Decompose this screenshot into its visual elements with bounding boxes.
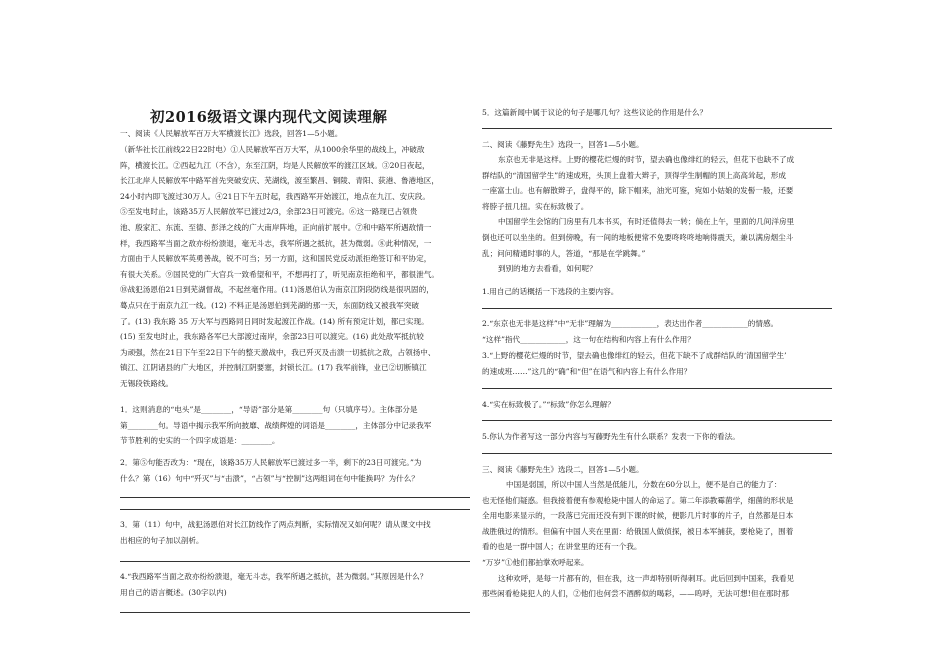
passage-line: 一座富士山。也有解散辫子，盘得平的，除下帽来，油光可鉴，宛如小姑娘的发髻一般，还要: [482, 186, 794, 196]
question-5: 5．这篇新闻中属于议论的句子是哪几句？这些议论的作用是什么？: [482, 108, 708, 117]
passage-line: 那些闲看枪毙犯人的人们，②他们也何尝不酒醉似的喝彩，——呜呼，无法可想!但在那时那: [482, 589, 789, 599]
passage-line: 无锡段铁路线。: [120, 378, 174, 388]
question-line: 什么？第（16）句中“歼灭”与“击溃”，“占领”与“控制”这两组词在句中能换吗？为什么？: [120, 473, 419, 483]
passage-line: 池、殷家汇、东流、至德、彭泽之线的广大南岸阵地，正向前扩展中。⑦和中路军所遇敌情一: [120, 222, 432, 232]
question-line: 第________句。导语中揭示我军所向披靡、战绩辉煌的词语是________，主体部分中记录我军: [120, 420, 432, 430]
answer-line[interactable]: [120, 561, 470, 562]
question-4: [120, 569, 427, 600]
passage-line: ⑤至发电时止，该路35万人民解放军已渡过2/3，余部23日可渡完。⑥这一路现已占领贵: [120, 207, 418, 217]
question-line: 4.“我西路军当面之敌亦纷纷溃退，毫无斗志，我军所遇之抵抗，甚为微弱。”其原因是什么？: [120, 572, 428, 581]
section1-heading: 一、阅读《人民解放军百万大军横渡长江》选段，回答1—5小题。: [120, 129, 343, 138]
s2-question-5: 5.你认为作者写这一部分内容与写藤野先生有什么联系？发表一下你的看法。: [482, 432, 740, 441]
s2-question-1: 1.用自己的话概括一下选段的主要内容。: [482, 287, 619, 296]
question-line: 3.“上野的樱花烂熳的时节，望去确也像绯红的轻云，但花下缺不了成群结队的‘清国留学生’: [482, 351, 787, 360]
passage-line: 样，我西路军当面之敌亦纷纷溃退，毫无斗志，我军所遇之抵抗，甚为微弱。⑧此种情况，一: [120, 238, 432, 248]
passage1-block: [120, 142, 439, 392]
s2-question-4: 4.“实在标致极了。”“标致”你怎么理解？: [482, 400, 615, 409]
answer-line[interactable]: [482, 453, 832, 454]
page-title: 初2016级语文课内现代文阅读理解: [150, 109, 388, 126]
passage-line: 群结队的“清国留学生”的速成班，头顶上盘着大辫子，顶得学生制帽的顶上高高耸起，形成: [482, 170, 786, 180]
answer-line[interactable]: [120, 497, 470, 498]
passage-line: “万岁”①他们都拍掌欢呼起来。: [482, 557, 589, 567]
section2-heading: 二、阅读《藤野先生》选段一，回答1—5小题。: [482, 140, 644, 149]
question-line: 2．第⑤句能否改为：“现在，该路35万人民解放军已渡过多一半，剩下的23日可渡完。”为: [120, 458, 422, 467]
question-line: 出相应的句子加以剖析。: [120, 535, 204, 545]
question-line: 1．这则消息的“电头”是________，“导语”部分是第________句（只填序号）。主体部分是: [120, 405, 418, 414]
question-line: 用自己的语言概述。(30字以内): [120, 587, 227, 597]
answer-line[interactable]: [482, 128, 832, 129]
passage-line: 到别的地方去看看，如何呢？: [498, 264, 597, 274]
answer-line[interactable]: [482, 420, 832, 421]
passage-line: 战胜俄过的情形。但偏有中国人夹在里面：给俄国人做侦探，被日本军捕获，要枪毙了，围着: [482, 526, 794, 536]
passage-line: 蓦点只在于南京九江一线。(12) 不料正是汤恩伯到芜湖的那一天，东面防线又被我军突破: [120, 300, 419, 310]
question-line: 的速成班……”这几的“确”和“但”在语气和内容上有什么作用？: [482, 366, 692, 376]
passage-line: 看的也是一群中国人；在讲堂里的还有一个我。: [482, 542, 642, 552]
passage2-block: [482, 152, 794, 277]
passage3-block: [482, 477, 794, 602]
passage-line: 阵，横渡长江。②西起九江（不含），东至江阴，均是人民解放军的渡江区域。③20日夜起，: [120, 160, 430, 170]
s2-question-3: [482, 348, 787, 379]
passage-line: 镇江、江阴诸县的广大地区，并控制江阴要塞，封锁长江。(17) 我军前锋，业已②切断镇江: [120, 363, 427, 373]
passage-line: 全用电影来显示的，一段落已完而还没有到下课的时候，便影几片时事的片子，自然都是日本: [482, 511, 794, 521]
question-line: “这样”指代____________，这一句在结构和内容上有什么作用？: [482, 334, 695, 344]
answer-line[interactable]: [482, 308, 832, 309]
passage-line: 乱；问问精通时事的人，答道，“那是在学跳舞。”: [482, 248, 646, 258]
question-3: [120, 517, 431, 548]
passage-line: ⑩战犯汤恩伯21日到芜湖督战，不起丝毫作用。(11)汤恩伯认为南京江阴段防线是很巩固的，: [120, 285, 434, 295]
passage-line: 长江北岸人民解放军中路军首先突破安庆、芜湖线，渡至繁昌、铜陵、青阳、荻港、鲁港地区，: [120, 176, 439, 186]
question-line: 3．第（11）句中，战犯汤恩伯对长江防线作了两点判断，实际情况又如何呢？请从课文中找: [120, 520, 431, 529]
passage-line: 24小时内即飞渡过30万人。④21日下午五时起，我西路军开始渡江，地点在九江、安庆段。: [120, 191, 430, 201]
passage-line: 方面由于人民解放军英勇善战，锐不可当；另一方面，这和国民党反动派拒绝签订和平协定，: [120, 254, 432, 264]
question-line: 2.“东京也无非是这样”中“无非”理解为____________，表达出作者____________的情感。: [482, 319, 779, 328]
passage-line: 倒也还可以坐坐的。但到傍晚，有一间的地板便常不免要咚咚咚地响得震天，兼以满房烟尘斗: [482, 232, 794, 242]
passage-line: 将脖子扭几扭。实在标致极了。: [482, 201, 589, 211]
question-line: 节节胜利的史实的一个四字成语是：________。: [120, 436, 280, 446]
passage-line: 有很大关系。⑨国民党的广大官兵一致希望和平，不想再打了，听见南京拒绝和平，都很泄气。: [120, 269, 439, 279]
passage-line: 也无怪他们疑惑。但我接着便有参观枪毙中国人的命运了。第二年添教霉菌学，细菌的形状是: [482, 495, 794, 505]
answer-line[interactable]: [120, 509, 470, 510]
passage-line: 了。(13) 我东路 35 万大军与西路同日同时发起渡江作战。(14) 所有预定计划，都已实现。: [120, 316, 429, 326]
question-2: [120, 455, 422, 486]
passage-line: （新华社长江前线22日22时电）①人民解放军百万大军，从1000余华里的战线上，冲破敌: [120, 145, 425, 154]
passage-line: (15) 至发电时止，我东路各军已大部渡过南岸，余部23日可以渡完。(16) 此处敌军抵抗较: [120, 332, 424, 342]
passage-line: 中国留学生会馆的门房里有几本书买，有时还值得去一转；倘在上午，里面的几间洋房里: [498, 217, 795, 227]
passage-line: 东京也无非是这样。上野的樱花烂熳的时节，望去确也像绯红的轻云，但花下也缺不了成: [498, 155, 795, 164]
answer-line[interactable]: [482, 388, 832, 389]
answer-line[interactable]: [120, 612, 470, 613]
s2-question-2: [482, 316, 778, 347]
passage-line: 为顽强，然在21日下午至22日下午的整天激战中，我已歼灭及击溃一切抵抗之敌，占领扬中、: [120, 347, 436, 357]
question-1: [120, 402, 431, 449]
section3-heading: 三、阅读《藤野先生》选段二，回答1—5小题。: [482, 465, 644, 474]
passage-line: 这种欢呼，是每一片都有的，但在我，这一声却特别听得刺耳。此后回到中国来，我看见: [498, 573, 795, 583]
passage-line: 中国是弱国，所以中国人当然是低能儿，分数在60分以上，便不是自己的能力了：: [506, 480, 782, 489]
